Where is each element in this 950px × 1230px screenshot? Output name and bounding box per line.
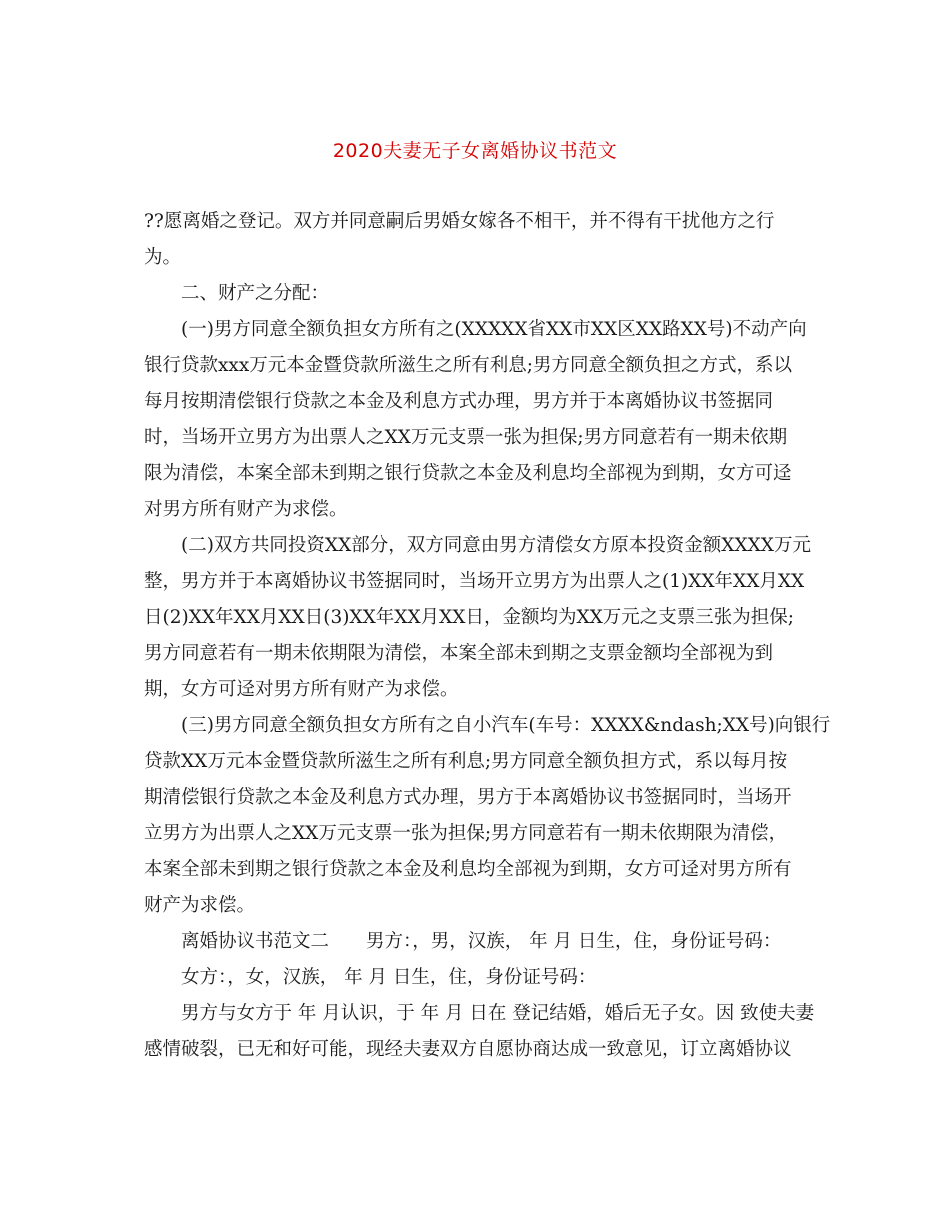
text-line: 立男方为出票人之XX万元支票一张为担保;男方同意若有一期未依期限为清偿， (144, 823, 788, 844)
text-line: 每月按期清偿银行贷款之本金及利息方式办理，男方并于本离婚协议书签据同 (144, 391, 774, 412)
text-line: 贷款XX万元本金暨贷款所滋生之所有利息;男方同意全额负担方式，系以每月按 (144, 751, 788, 772)
paragraph-start: (二)双方共同投资XX部分，双方同意由男方清偿女方原本投资金额XXXX万元 (181, 535, 811, 556)
text-line: 限为清偿，本案全部未到期之银行贷款之本金及利息均全部视为到期，女方可迳 (144, 463, 792, 484)
paragraph-start: (一)男方同意全额负担女方所有之(XXXXX省XX市XX区XX路XX号)不动产向 (181, 319, 807, 340)
text-line: 期，女方可迳对男方所有财产为求偿。 (144, 679, 459, 700)
text-line: 期清偿银行贷款之本金及利息方式办理，男方于本离婚协议书签据同时，当场开 (144, 787, 792, 808)
document-body (144, 204, 831, 1068)
text-line: 本案全部未到期之银行贷款之本金及利息均全部视为到期，女方可迳对男方所有 (144, 859, 792, 880)
paragraph-start: 离婚协议书范文二 男方：，男，汉族， 年 月 日生，住，身份证号码： (181, 931, 782, 952)
text-line: 对男方所有财产为求偿。 (144, 499, 348, 520)
paragraph-start: 女方：，女，汉族， 年 月 日生，住，身份证号码： (181, 967, 597, 988)
text-line: 财产为求偿。 (144, 895, 256, 916)
text-line: 银行贷款xxx万元本金暨贷款所滋生之所有利息;男方同意全额负担之方式，系以 (144, 355, 793, 376)
text-line: 为。 (144, 247, 182, 268)
document-title: 2020夫妻无子女离婚协议书范文 (332, 140, 618, 162)
text-line: 日(2)XX年XX月XX日(3)XX年XX月XX日，金额均为XX万元之支票三张为担保; (144, 607, 795, 628)
text-line: ??愿离婚之登记。双方并同意嗣后男婚女嫁各不相干，并不得有干扰他方之行 (144, 211, 775, 232)
paragraph-start: (三)男方同意全额负担女方所有之自小汽车(车号：XXXX&ndash;XX号)向银行 (181, 715, 831, 736)
section-heading: 二、财产之分配： (181, 283, 330, 304)
text-line: 时，当场开立男方为出票人之XX万元支票一张为担保;男方同意若有一期未依期 (144, 427, 788, 448)
text-line: 感情破裂，已无和好可能，现经夫妻双方自愿协商达成一致意见，订立离婚协议 (144, 1039, 792, 1060)
text-line: 男方同意若有一期未依期限为清偿，本案全部未到期之支票金额均全部视为到 (144, 643, 774, 664)
text-line: 整，男方并于本离婚协议书签据同时，当场开立男方为出票人之(1)XX年XX月XX (144, 571, 805, 592)
paragraph-start: 男方与女方于 年 月认识，于 年 月 日在 登记结婚，婚后无子女。因 致使夫妻 (181, 1003, 815, 1024)
